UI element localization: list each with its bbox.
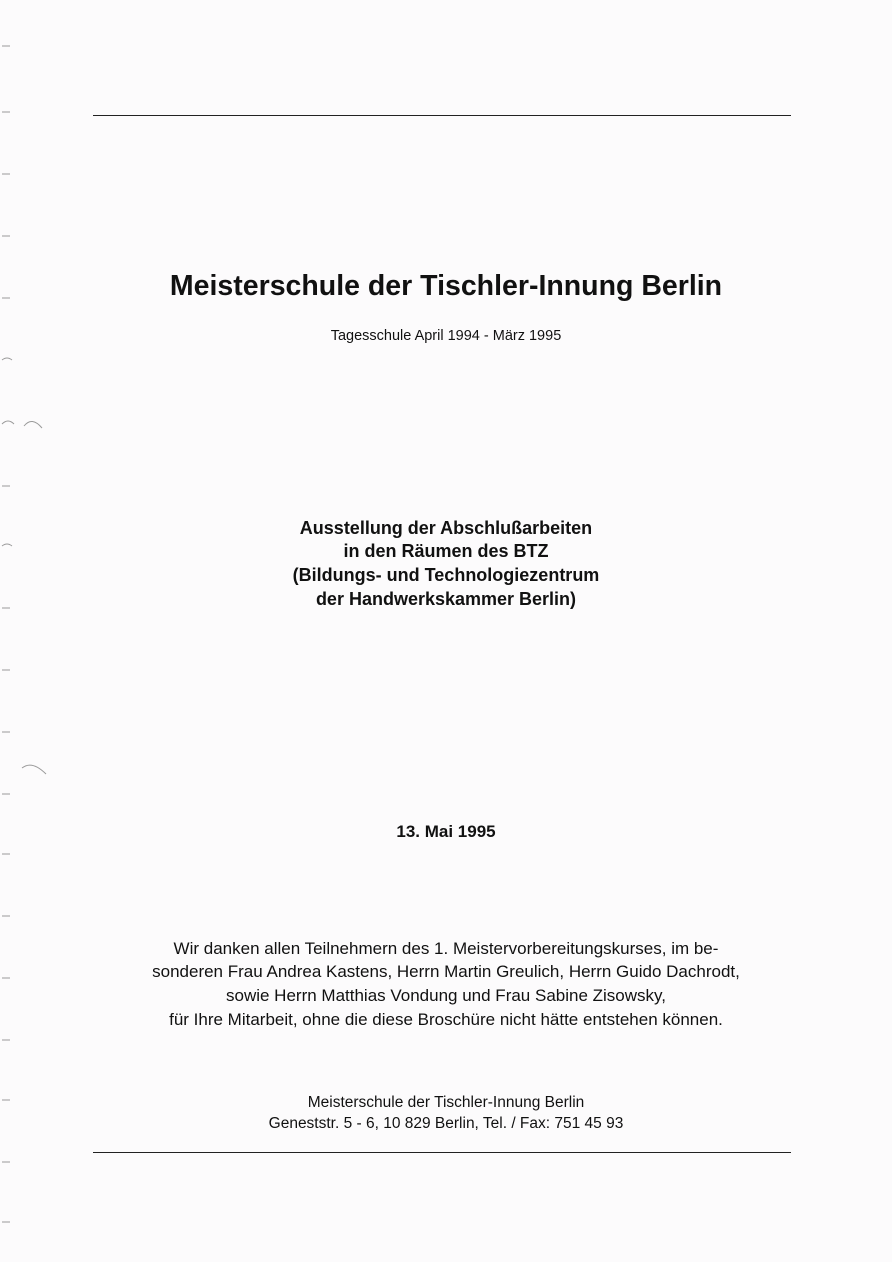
exhibition-line: (Bildungs- und Technologiezentrum [292, 565, 600, 585]
page-title: Meisterschule der Tischler-Innung Berlin [169, 270, 723, 302]
event-date: 13. Mai 1995 [396, 822, 496, 841]
bottom-rule [93, 1152, 791, 1153]
exhibition-line: in den Räumen des BTZ [343, 541, 549, 561]
exhibition-line: der Handwerkskammer Berlin) [315, 589, 577, 609]
thanks-line: für Ihre Mitarbeit, ohne die diese Broschüre nicht hätte entstehen können. [169, 1010, 723, 1029]
page-subtitle: Tagesschule April 1994 - März 1995 [330, 328, 562, 344]
thanks-line: sowie Herrn Matthias Vondung und Frau Sabine Zisowsky, [225, 986, 667, 1005]
footer-organization: Meisterschule der Tischler-Innung Berlin [307, 1094, 585, 1111]
binding-marks [0, 0, 50, 1262]
footer-address: Geneststr. 5 - 6, 10 829 Berlin, Tel. / Fax: 751 45 93 [268, 1115, 624, 1132]
thanks-line: Wir danken allen Teilnehmern des 1. Meistervorbereitungskurses, im be- [173, 939, 719, 958]
thanks-line: sonderen Frau Andrea Kastens, Herrn Martin Greulich, Herrn Guido Dachrodt, [152, 962, 740, 981]
top-rule [93, 115, 791, 116]
exhibition-line: Ausstellung der Abschlußarbeiten [299, 518, 593, 538]
